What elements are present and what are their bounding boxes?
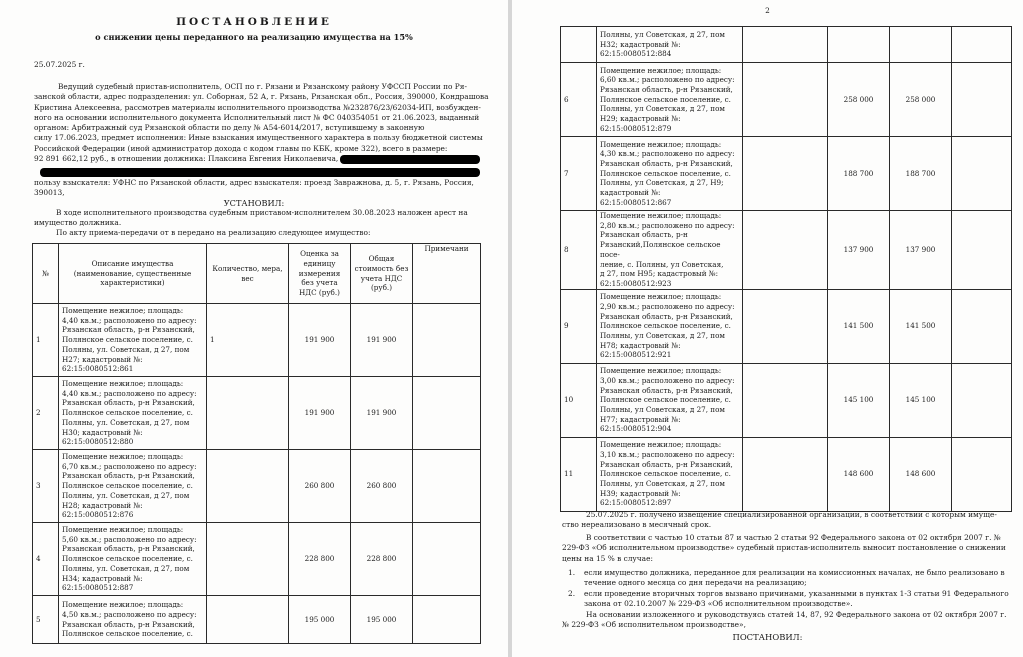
page-number: 2 [765,6,770,15]
row-quantity [207,523,289,596]
row-total-price: 137 900 [890,211,952,290]
conditions-list [562,568,1014,609]
intro-line: Российской Федерации (иной администратор дохода с кодом главы по КБК, кроме 322), всего в размере: [34,143,448,153]
law-paragraph [562,533,1014,564]
row-description: Помещение нежилое; площадь: 3,10 кв.м.; расположено по адресу: Рязанская область, р-н Рязанский, Полянское сельское поселение, с. Поляны, ул Советская, д 27, пом Н39; кадастровый №: 62:15:0080512:897 [597,437,743,511]
redaction-bar [340,155,480,164]
intro-line: Кристина Алексеевна, рассмотрев материалы исполнительного производства №232876/23/62034-ИП, возбужден- [34,102,481,112]
row-total-price: 228 800 [351,523,413,596]
row-unit-price: 141 500 [828,289,890,363]
row-description: Помещение нежилое; площадь: 5,60 кв.м.; расположено по адресу: Рязанская область, р-н Рязанский, Полянское сельское поселение, с. Поляны, ул. Советская, д 27, пом Н34; кадастровый №: 62:15:0080512:887 [59,523,207,596]
row-total-price: 141 500 [890,289,952,363]
document-date: 25.07.2025 г. [34,60,85,69]
row-quantity [743,211,828,290]
row-total-price: 145 100 [890,363,952,437]
row-total-price: 195 000 [351,596,413,644]
row-unit-price: 191 900 [289,377,351,450]
table-row [561,211,1012,290]
row-total-price: 191 900 [351,304,413,377]
row-note [952,211,1012,290]
table-row [561,437,1012,511]
basis-line: На основании изложенного и руководствуясь статей 14, 87, 92 Федерального закона от 02 октября 2007 г. [586,610,1007,619]
row-description: Помещение нежилое; площадь: 4,40 кв.м.; расположено по адресу: Рязанская область, р-н Рязанский, Полянское сельское поселение, с. Поляны, ул. Советская, д 27, пом Н27; кадастровый №: 62:15:0080512:861 [59,304,207,377]
table-row [561,289,1012,363]
condition-item: 2. если проведение вторичных торгов вызвано причинами, указанными в пунктах 1-3 статьи 91 Федерального закона от 02.10.2007 № 229-ФЗ «Об исполнительном производстве». [568,588,1009,608]
row-unit-price: 191 900 [289,304,351,377]
row-quantity [207,377,289,450]
col-header-note: Примечани [413,244,481,304]
row-number: 2 [33,377,59,450]
row-description: Помещение нежилое; площадь: 2,90 кв.м.; расположено по адресу: Рязанская область, р-н Рязанский, Полянское сельское поселение, с. Поляны, ул Советская, д 27, пом Н78; кадастровый №: 62:15:0080512:921 [597,289,743,363]
row-description: Помещение нежилое; площадь: 6,70 кв.м.; расположено по адресу: Рязанская область, р-н Рязанский, Полянское сельское поселение, с. Поляны, ул. Советская, д 27, пом Н28; кадастровый №: 62:15:0080512:876 [59,450,207,523]
property-table-page-1 [32,243,481,644]
row-total-price: 260 800 [351,450,413,523]
intro-line: занской области, адрес подразделения: ул. Соборная, 52 А, г. Рязань, Рязанская обл., Россия, 390000, Кондрашова [34,92,489,102]
notice-line: 25.07.2025 г. получено извещение специализированной организации, в соответствии с которым имуще- [586,510,997,519]
redaction-bar [40,168,480,177]
document-title: ПОСТАНОВЛЕНИЕ [176,16,332,28]
row-number: 11 [561,437,597,511]
table-row [561,137,1012,211]
row-number: 6 [561,63,597,137]
table-row [33,450,481,523]
row-quantity [743,63,828,137]
row-unit-price: 137 900 [828,211,890,290]
row-note [413,523,481,596]
col-header-quantity: Количество, мера, вес [207,244,289,304]
row-description: Помещение нежилое; площадь: 4,50 кв.м.; расположено по адресу: Рязанская область, р-н Рязанский, Полянское сельское поселение, с. [59,596,207,644]
row-number: 5 [33,596,59,644]
table-row [561,363,1012,437]
table-row-continued [561,27,1012,63]
row-number: 9 [561,289,597,363]
creditor-paragraph [34,178,482,199]
row-quantity [207,450,289,523]
row-quantity [743,437,828,511]
row-quantity [207,596,289,644]
document-page-1 [0,0,508,657]
row-unit-price: 258 000 [828,63,890,137]
row-number: 1 [33,304,59,377]
row-total-price: 191 900 [351,377,413,450]
resolved-heading: ПОСТАНОВИЛ: [732,632,803,642]
row-unit-price: 148 600 [828,437,890,511]
law-line: В соответствии с частью 10 статьи 87 и частью 2 статьи 92 Федерального закона от 02 октября 2007 г. № [586,533,1001,542]
row-total-price: 188 700 [890,137,952,211]
row-note [413,596,481,644]
row-description: Помещение нежилое; площадь: 2,80 кв.м.; расположено по адресу: Рязанская область, р-н Рязанский,Полянское сельское посе- ление, с. Поляны, ул Советская, д 27, пом Н95; кадастровый №: 62:15:0080512:923 [597,211,743,290]
law-line: 229-ФЗ «Об исполнительном производстве» судебный пристав-исполнитель выносит постановление о снижении [562,543,1006,553]
arrest-paragraph [34,208,482,229]
row-total-price: 148 600 [890,437,952,511]
row-number: 3 [33,450,59,523]
row-number: 8 [561,211,597,290]
notice-paragraph [562,510,1014,531]
table-row [33,304,481,377]
intro-line: ного на основании исполнительного документа Исполнительный лист № ФС 040354051 от 21.06.2023, выданный [34,112,480,122]
row-description: Помещение нежилое; площадь: 4,40 кв.м.; расположено по адресу: Рязанская область, р-н Рязанский, Полянское сельское поселение, с. Поляны, ул. Советская, д 27, пом Н30; кадастровый №: 62:15:0080512:880 [59,377,207,450]
row-quantity [743,137,828,211]
row-quantity [743,289,828,363]
intro-line: Ведущий судебный пристав-исполнитель, ОСП по г. Рязани и Рязанскому району УФССП России по Ря- [58,82,467,91]
table-row [561,63,1012,137]
row-note [952,363,1012,437]
document-page-2 [512,0,1023,657]
intro-line: силу 17.06.2023, предмет исполнения: Иные взыскания имущественного характера в пользу бюджетной системы [34,133,483,143]
row-description: Помещение нежилое; площадь: 6,60 кв.м.; расположено по адресу: Рязанская область, р-н Рязанский, Полянское сельское поселение, с. Поляны, ул Советская, д 27, пом Н29; кадастровый №: 62:15:0080512:879 [597,63,743,137]
row-unit-price: 145 100 [828,363,890,437]
table-row [33,596,481,644]
arrest-line: В ходе исполнительного производства судебным приставом-исполнителем 30.08.2023 наложен арест на [56,208,468,217]
document-subtitle: о снижении цены переданного на реализацию имущества на 15% [95,32,413,42]
intro-paragraph [34,82,489,164]
table-row [33,523,481,596]
col-header-unit-price: Оценка за единицу измерения без учета НДС (руб.) [289,244,351,304]
row-note [952,63,1012,137]
col-header-description: Описание имущества (наименование, существенные характеристики) [59,244,207,304]
row-note [952,137,1012,211]
creditor-line: 390013, [34,188,65,198]
row-description: Поляны, ул Советская, д 27, пом Н32; кадастровый №: 62:15:0080512:884 [597,27,743,63]
row-note [413,450,481,523]
row-note [952,437,1012,511]
row-description: Помещение нежилое; площадь: 3,00 кв.м.; расположено по адресу: Рязанская область, р-н Рязанский, Полянское сельское поселение, с. Поляны, ул Советская, д 27, пом Н77; кадастровый №: 62:15:0080512:904 [597,363,743,437]
row-unit-price: 195 000 [289,596,351,644]
law-line: цены на 15 % в случае: [562,553,653,563]
row-note [413,377,481,450]
condition-number: 1. [568,568,576,577]
condition-number: 2. [568,588,576,598]
row-quantity [743,363,828,437]
row-unit-price: 260 800 [289,450,351,523]
row-description: Помещение нежилое; площадь: 4,30 кв.м.; расположено по адресу: Рязанская область, р-н Рязанский, Полянское сельское поселение, с. Поляны, ул Советская, д 27, Н9; кадастровый №: 62:15:0080512:867 [597,137,743,211]
row-number: 7 [561,137,597,211]
arrest-line: имущество должника. [34,218,122,228]
row-number: 10 [561,363,597,437]
row-quantity: 1 [207,304,289,377]
intro-line: 92 891 662,12 руб., в отношении должника: Плаксина Евгения Николаевича, [34,154,339,164]
table-row [33,377,481,450]
row-unit-price: 188 700 [828,137,890,211]
creditor-line: пользу взыскателя: УФНС по Рязанской области, адрес взыскателя: проезд Завражнова, д. 5, г. Рязань, Россия, [34,178,474,187]
row-number: 4 [33,523,59,596]
table-header-row [33,244,481,304]
basis-paragraph [562,610,1014,631]
row-note [413,304,481,377]
row-total-price: 258 000 [890,63,952,137]
act-line: По акту приема-передачи от в передано на реализацию следующее имущество: [56,228,371,237]
notice-line: ство нереализовано в месячный срок. [562,520,712,530]
row-unit-price: 228 800 [289,523,351,596]
col-header-total-price: Общая стоимость без учета НДС (руб.) [351,244,413,304]
basis-line: № 229-ФЗ «Об исполнительном производстве», [562,620,746,630]
established-heading: УСТАНОВИЛ: [223,198,285,208]
property-table-page-2 [560,26,1012,512]
intro-line: органом: Арбитражный суд Рязанской области по делу № А54-6014/2017, вступившему в законную [34,123,425,133]
row-note [952,289,1012,363]
condition-item: 1. если имущество должника, переданное для реализации на комиссионных началах, не было реализовано в течение одного месяца со дня передачи на реализацию; [568,568,1005,588]
col-header-number: № [33,244,59,304]
